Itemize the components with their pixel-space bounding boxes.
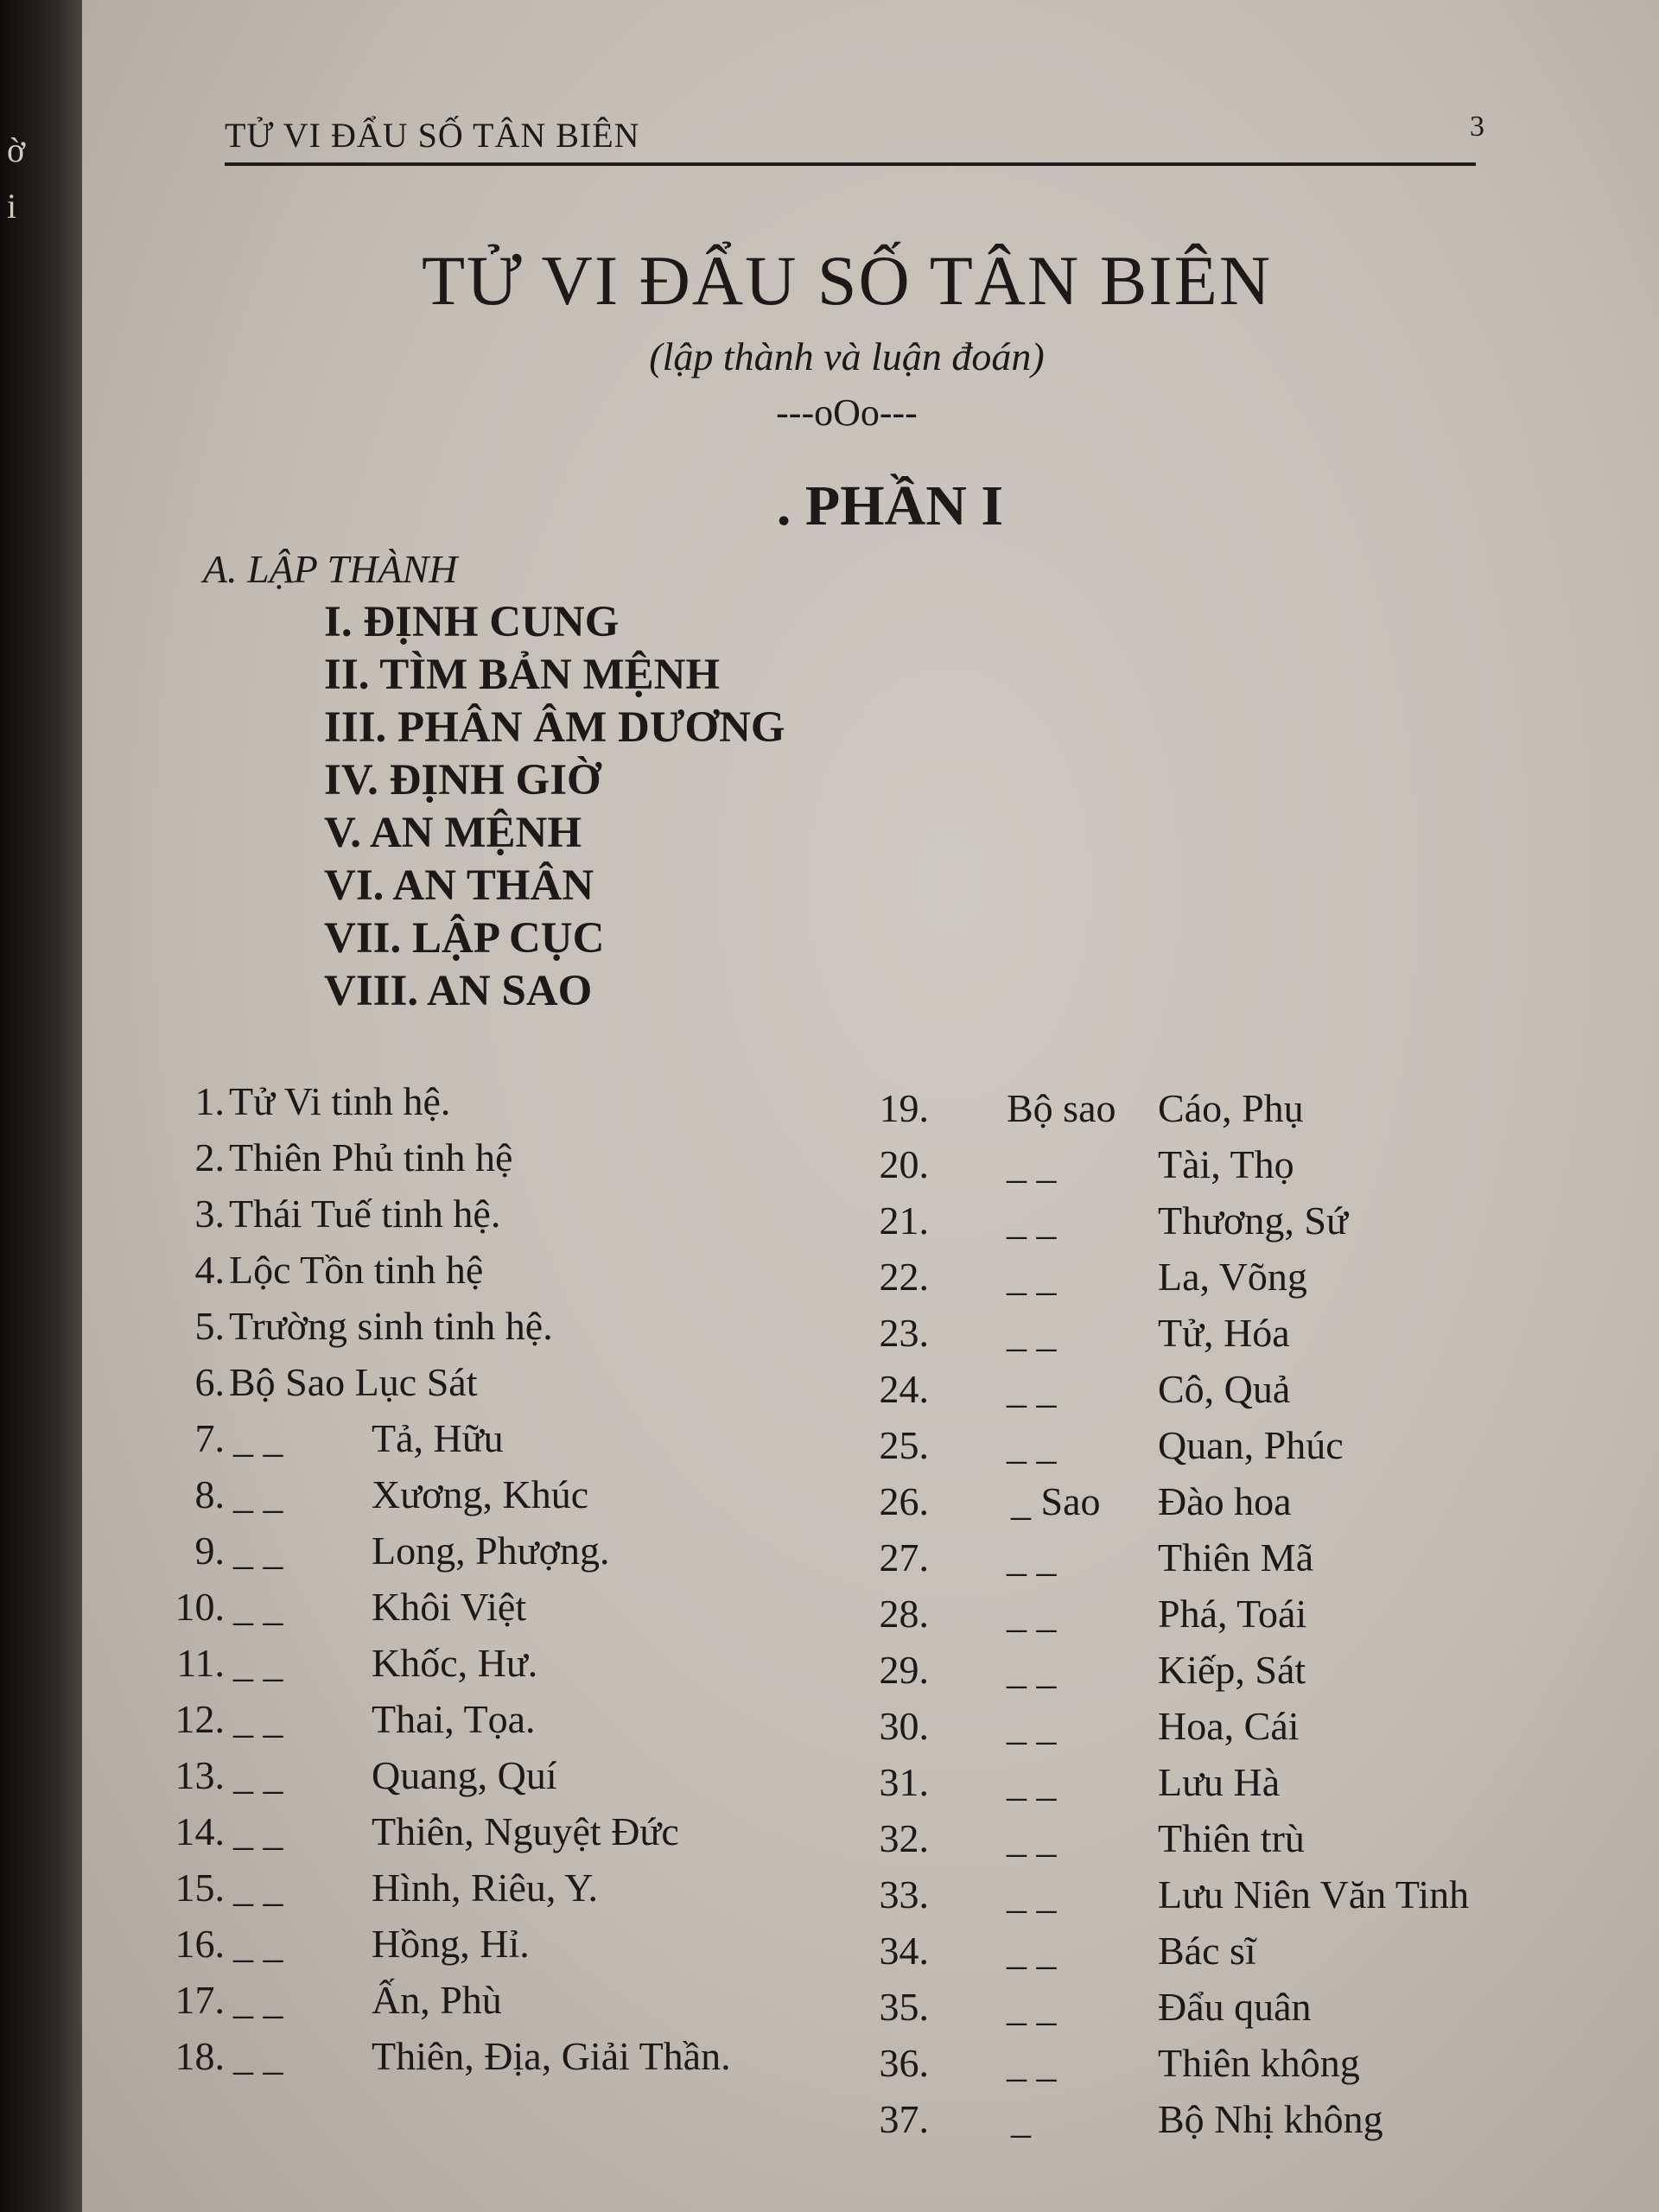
item-name: Tài, Thọ [1158, 1142, 1294, 1186]
item-number: 29. [879, 1648, 929, 1692]
item-number: 33. [879, 1872, 929, 1916]
ditto-mark: _ _ [233, 1753, 283, 1797]
ditto-mark: _ _ [233, 1472, 283, 1516]
item-number: 8. [194, 1472, 225, 1516]
ditto-mark: _ _ [233, 1866, 283, 1910]
ditto-mark: _ _ [233, 1641, 283, 1685]
item-number: 31. [879, 1760, 929, 1804]
ditto-mark: _ _ [233, 1809, 283, 1853]
ditto-mark: _ _ [1007, 1142, 1057, 1186]
item-number: 28. [879, 1592, 929, 1636]
ditto-mark: _ _ [233, 1922, 283, 1966]
ditto-mark: _ [1011, 2097, 1031, 2141]
item-name: Bộ Nhị không [1158, 2097, 1383, 2141]
ditto-mark: _ _ [233, 2034, 283, 2078]
step-item: V. AN MỆNH [324, 809, 582, 857]
item-number: 17. [175, 1978, 225, 2022]
item-name: Thiên Phủ tinh hệ [229, 1135, 513, 1179]
ditto-mark: _ _ [1007, 1198, 1057, 1243]
step-item: II. TÌM BẢN MỆNH [324, 651, 721, 699]
ditto-mark: _ _ [1007, 1929, 1057, 1973]
item-name: Khốc, Hư. [372, 1641, 538, 1685]
item-name: Ấn, Phù [372, 1978, 502, 2022]
item-name: Bác sĩ [1158, 1929, 1256, 1973]
item-name: Thiên trù [1158, 1816, 1305, 1860]
item-name: Bộ Sao Lục Sát [229, 1360, 478, 1404]
item-name: Thương, Sứ [1158, 1198, 1348, 1243]
item-number: 22. [879, 1255, 929, 1299]
ditto-mark: _ _ [1007, 1704, 1057, 1748]
item-number: 18. [175, 2034, 225, 2078]
item-name: Long, Phượng. [372, 1529, 610, 1573]
step-item: VIII. AN SAO [324, 967, 593, 1015]
item-number: 1. [194, 1079, 225, 1123]
edge-mark: i [7, 187, 17, 226]
page-number: 3 [1470, 111, 1484, 143]
ditto-mark: _ _ [1007, 1367, 1057, 1411]
section-heading: A. LẬP THÀNH [203, 547, 458, 591]
item-name: Hồng, Hỉ. [372, 1922, 530, 1966]
item-number: 10. [175, 1585, 225, 1629]
item-number: 7. [194, 1416, 225, 1460]
item-number: 37. [879, 2097, 929, 2141]
ditto-mark: _ _ [1007, 1423, 1057, 1467]
ditto-mark: _ _ [1007, 1592, 1057, 1636]
item-number: 16. [175, 1922, 225, 1966]
ditto-mark: _ _ [1007, 1760, 1057, 1804]
item-number: 35. [879, 1985, 929, 2029]
item-name: La, Võng [1158, 1255, 1307, 1299]
item-number: 12. [175, 1697, 225, 1741]
item-number: 2. [194, 1135, 225, 1179]
item-name: Lưu Hà [1158, 1760, 1281, 1804]
item-number: 36. [879, 2041, 929, 2085]
item-number: 6. [194, 1360, 225, 1404]
ditto-mark: _ _ [1007, 1255, 1057, 1299]
item-number: 21. [879, 1198, 929, 1243]
item-name: Hình, Riêu, Y. [372, 1866, 598, 1910]
ditto-mark: _ _ [233, 1697, 283, 1741]
item-number: 3. [194, 1192, 225, 1236]
step-item: I. ĐỊNH CUNG [324, 598, 620, 646]
steps-list [324, 596, 785, 1018]
item-name: Tử, Hóa [1158, 1311, 1290, 1355]
item-name: Cô, Quả [1158, 1367, 1291, 1411]
ditto-mark: _ _ [233, 1529, 283, 1573]
item-number: 23. [879, 1311, 929, 1355]
item-name: Thai, Tọa. [372, 1697, 536, 1741]
item-name: Đào hoa [1158, 1479, 1292, 1523]
item-number: 4. [194, 1248, 225, 1292]
edge-mark: ờ [7, 130, 26, 169]
ditto-mark: _ _ [1007, 1816, 1057, 1860]
item-name: Tử Vi tinh hệ. [229, 1079, 451, 1123]
item-name: Cáo, Phụ [1158, 1086, 1304, 1130]
item-number: 5. [194, 1304, 225, 1348]
ditto-mark: _ _ [1007, 1648, 1057, 1692]
item-name: Thiên, Nguyệt Đức [372, 1809, 679, 1853]
facing-page-edge [0, 0, 82, 2212]
ditto-mark: _ _ [1007, 1311, 1057, 1355]
item-name: Xương, Khúc [372, 1472, 589, 1516]
item-name: Lưu Niên Văn Tinh [1158, 1872, 1470, 1916]
item-number: 13. [175, 1753, 225, 1797]
item-name: Thái Tuế tinh hệ. [229, 1192, 501, 1236]
item-name: Thiên Mã [1158, 1535, 1314, 1580]
step-item: IV. ĐỊNH GIỜ [324, 756, 601, 804]
item-number: 15. [175, 1866, 225, 1910]
ditto-mark: _ _ [1007, 1985, 1057, 2029]
header-title: TỬ VI ĐẨU SỐ TÂN BIÊN [225, 116, 640, 155]
item-number: 30. [879, 1704, 929, 1748]
item-number: 32. [879, 1816, 929, 1860]
item-name: Quan, Phúc [1158, 1423, 1344, 1467]
page-subtitle: (lập thành và luận đoán) [649, 334, 1045, 378]
step-item: VI. AN THÂN [324, 861, 594, 910]
page-title: TỬ VI ĐẨU SỐ TÂN BIÊN [421, 241, 1273, 320]
item-name: Đẩu quân [1158, 1985, 1312, 2029]
ditto-mark: _ _ [233, 1978, 283, 2022]
item-number: 19. [879, 1086, 929, 1130]
item-number: 25. [879, 1423, 929, 1467]
item-number: 27. [879, 1535, 929, 1580]
item-number: 34. [879, 1929, 929, 1973]
ditto-mark: _ _ [233, 1585, 283, 1629]
ditto-mark: _ _ [1007, 1535, 1057, 1580]
separator: ---oOo--- [776, 391, 918, 434]
step-item: III. PHÂN ÂM DƯƠNG [324, 703, 785, 752]
ditto-mark: _ _ [1007, 1872, 1057, 1916]
item-name: Quang, Quí [372, 1753, 557, 1797]
item-name: Trường sinh tinh hệ. [229, 1304, 553, 1348]
ditto-mark: Bộ sao [1007, 1086, 1116, 1130]
item-number: 26. [879, 1479, 929, 1523]
item-name: Khôi Việt [372, 1585, 527, 1629]
ditto-mark: _ _ [1007, 2041, 1057, 2085]
item-name: Tả, Hữu [372, 1416, 504, 1460]
item-number: 11. [176, 1641, 225, 1685]
item-number: 24. [879, 1367, 929, 1411]
item-name: Thiên, Địa, Giải Thần. [372, 2034, 731, 2078]
item-name: Hoa, Cái [1158, 1704, 1300, 1748]
item-name: Kiếp, Sát [1158, 1648, 1306, 1692]
ditto-mark: _ Sao [1011, 1479, 1101, 1523]
item-name: Thiên không [1158, 2041, 1360, 2085]
ditto-mark: _ _ [233, 1416, 283, 1460]
item-name: Phá, Toái [1158, 1592, 1307, 1636]
step-item: VII. LẬP CỤC [324, 914, 605, 963]
running-header [225, 102, 1484, 166]
item-number: 20. [879, 1142, 929, 1186]
item-number: 14. [175, 1809, 225, 1853]
part-heading: . PHẦN I [776, 474, 1004, 537]
item-name: Lộc Tồn tinh hệ [229, 1248, 484, 1292]
item-number: 9. [194, 1529, 225, 1573]
